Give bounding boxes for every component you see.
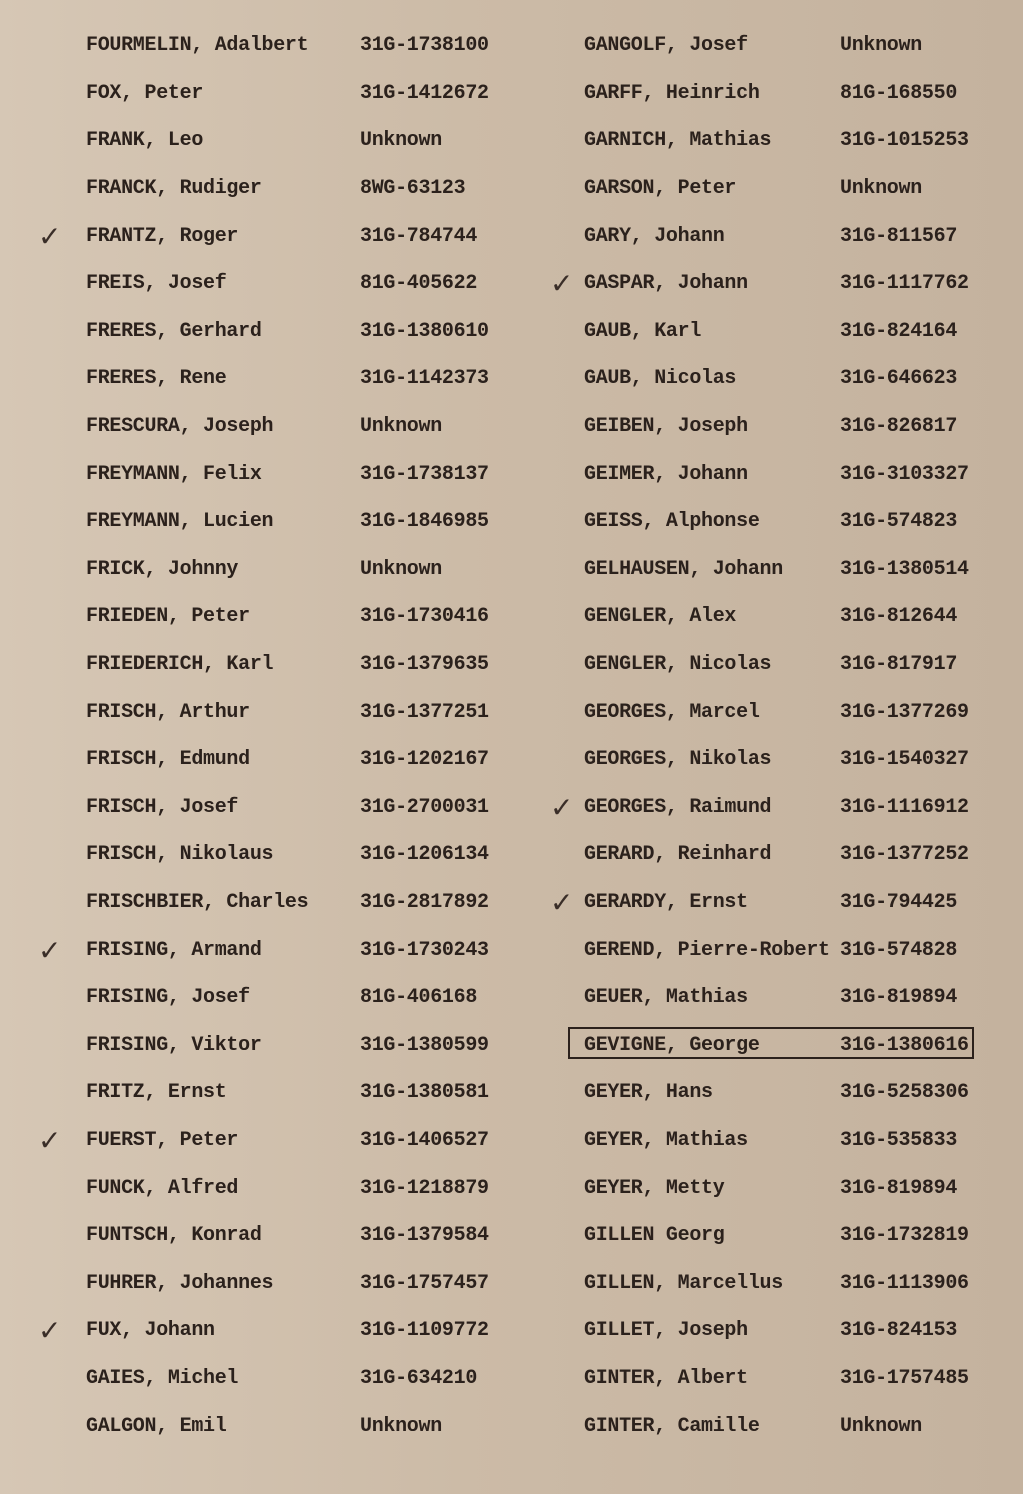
- serial-number: 31G-1380581: [360, 1081, 489, 1105]
- person-name: GINTER, Albert: [584, 1366, 748, 1390]
- person-name: FREIS, Josef: [86, 272, 227, 296]
- serial-number: Unknown: [360, 557, 442, 581]
- serial-number: 31G-5258306: [840, 1081, 969, 1105]
- serial-number: 31G-1540327: [840, 748, 969, 772]
- person-name: GAIES, Michel: [86, 1366, 239, 1390]
- person-name: GAUB, Karl: [584, 319, 702, 343]
- serial-number: 31G-1218879: [360, 1176, 489, 1200]
- list-item: [40, 879, 540, 927]
- person-name: FOX, Peter: [86, 81, 204, 105]
- serial-number: 31G-784744: [360, 224, 478, 248]
- serial-number: 31G-1757457: [360, 1271, 489, 1295]
- person-name: FREYMANN, Felix: [86, 462, 262, 486]
- list-item: [548, 688, 1018, 736]
- serial-number: 31G-812644: [840, 605, 958, 629]
- list-item: [548, 641, 1018, 689]
- list-item: [548, 1164, 1018, 1212]
- list-item: [548, 260, 1018, 308]
- list-item: [548, 498, 1018, 546]
- list-item: [40, 498, 540, 546]
- person-name: GEREND, Pierre-Robert: [584, 938, 830, 962]
- serial-number: 31G-1206134: [360, 843, 489, 867]
- serial-number: 31G-1113906: [840, 1271, 969, 1295]
- serial-number: 31G-1015253: [840, 129, 969, 153]
- list-item: [548, 308, 1018, 356]
- person-name: FRANK, Leo: [86, 129, 204, 153]
- serial-number: 31G-1109772: [360, 1319, 489, 1343]
- person-name: GAUB, Nicolas: [584, 367, 737, 391]
- person-name: FRISING, Josef: [86, 986, 250, 1010]
- person-name: FRISCH, Arthur: [86, 700, 250, 724]
- list-item: [548, 546, 1018, 594]
- person-name: GEVIGNE, George: [584, 1033, 760, 1057]
- list-item: [548, 593, 1018, 641]
- serial-number: Unknown: [840, 1414, 922, 1438]
- list-item: [40, 450, 540, 498]
- person-name: FRANTZ, Roger: [86, 224, 239, 248]
- serial-number: 31G-1406527: [360, 1128, 489, 1152]
- list-item: [548, 1355, 1018, 1403]
- list-item: [548, 926, 1018, 974]
- serial-number: 31G-824153: [840, 1319, 958, 1343]
- list-item: [40, 831, 540, 879]
- person-name: FRISCH, Josef: [86, 795, 239, 819]
- person-name: GEYER, Metty: [584, 1176, 725, 1200]
- person-name: FRISCH, Nikolaus: [86, 843, 274, 867]
- check-mark-icon: ✓: [38, 1314, 62, 1348]
- list-item: [40, 1307, 540, 1355]
- serial-number: 31G-826817: [840, 415, 958, 439]
- list-item: [548, 1402, 1018, 1450]
- serial-number: 31G-1730416: [360, 605, 489, 629]
- list-item: [40, 260, 540, 308]
- list-item: [40, 736, 540, 784]
- person-name: FRISING, Viktor: [86, 1033, 262, 1057]
- serial-number: 31G-574828: [840, 938, 958, 962]
- person-name: FUNCK, Alfred: [86, 1176, 239, 1200]
- serial-number: 31G-1202167: [360, 748, 489, 772]
- person-name: GEUER, Mathias: [584, 986, 748, 1010]
- serial-number: 31G-2700031: [360, 795, 489, 819]
- person-name: FRESCURA, Joseph: [86, 415, 274, 439]
- serial-number: 31G-1379635: [360, 653, 489, 677]
- person-name: GEYER, Hans: [584, 1081, 713, 1105]
- left-column: [40, 22, 540, 1450]
- serial-number: 31G-811567: [840, 224, 958, 248]
- person-name: GANGOLF, Josef: [584, 34, 748, 58]
- person-name: FUERST, Peter: [86, 1128, 239, 1152]
- list-item: [548, 974, 1018, 1022]
- check-mark-icon: ✓: [550, 790, 574, 824]
- person-name: GINTER, Camille: [584, 1414, 760, 1438]
- serial-number: 31G-1380616: [840, 1033, 969, 1057]
- serial-number: 31G-1380599: [360, 1033, 489, 1057]
- list-item: [40, 1212, 540, 1260]
- list-item: [548, 403, 1018, 451]
- serial-number: Unknown: [360, 1414, 442, 1438]
- serial-number: Unknown: [840, 177, 922, 201]
- check-mark-icon: ✓: [38, 1123, 62, 1157]
- serial-number: 31G-1142373: [360, 367, 489, 391]
- list-item: [40, 1117, 540, 1165]
- list-item: [40, 1259, 540, 1307]
- list-item: [548, 1069, 1018, 1117]
- list-item: [548, 22, 1018, 70]
- serial-number: 31G-824164: [840, 319, 958, 343]
- list-item: [548, 450, 1018, 498]
- person-name: FRERES, Gerhard: [86, 319, 262, 343]
- list-item: [548, 831, 1018, 879]
- list-item: [40, 1164, 540, 1212]
- list-item: [548, 736, 1018, 784]
- serial-number: 31G-1846985: [360, 510, 489, 534]
- person-name: FRANCK, Rudiger: [86, 177, 262, 201]
- person-name: FUX, Johann: [86, 1319, 215, 1343]
- person-name: FOURMELIN, Adalbert: [86, 34, 309, 58]
- serial-number: 31G-2817892: [360, 890, 489, 914]
- list-item: [40, 212, 540, 260]
- serial-number: 31G-1412672: [360, 81, 489, 105]
- list-item: [40, 165, 540, 213]
- list-item: [40, 926, 540, 974]
- person-name: FRISING, Armand: [86, 938, 262, 962]
- serial-number: 81G-406168: [360, 986, 478, 1010]
- list-item: [548, 117, 1018, 165]
- serial-number: 31G-794425: [840, 890, 958, 914]
- serial-number: 8WG-63123: [360, 177, 466, 201]
- list-item: [548, 1259, 1018, 1307]
- list-item: [40, 308, 540, 356]
- serial-number: 81G-405622: [360, 272, 478, 296]
- person-name: FRITZ, Ernst: [86, 1081, 227, 1105]
- person-name: GEORGES, Marcel: [584, 700, 760, 724]
- person-name: GARNICH, Mathias: [584, 129, 772, 153]
- person-name: GEYER, Mathias: [584, 1128, 748, 1152]
- list-item: [40, 22, 540, 70]
- serial-number: Unknown: [360, 129, 442, 153]
- serial-number: 31G-1380514: [840, 557, 969, 581]
- person-name: FRISCHBIER, Charles: [86, 890, 309, 914]
- list-item: [40, 403, 540, 451]
- serial-number: 31G-1117762: [840, 272, 969, 296]
- serial-number: 31G-1116912: [840, 795, 969, 819]
- person-name: GEORGES, Raimund: [584, 795, 772, 819]
- list-item: [40, 974, 540, 1022]
- list-item: [548, 165, 1018, 213]
- serial-number: 31G-634210: [360, 1366, 478, 1390]
- person-name: FREYMANN, Lucien: [86, 510, 274, 534]
- person-name: GEIBEN, Joseph: [584, 415, 748, 439]
- list-item: [548, 1212, 1018, 1260]
- person-name: FRIEDERICH, Karl: [86, 653, 274, 677]
- serial-number: 31G-1377252: [840, 843, 969, 867]
- serial-number: 31G-817917: [840, 653, 958, 677]
- serial-number: 31G-1738137: [360, 462, 489, 486]
- person-name: GALGON, Emil: [86, 1414, 227, 1438]
- serial-number: Unknown: [360, 415, 442, 439]
- list-item: [40, 688, 540, 736]
- list-item: [40, 1355, 540, 1403]
- right-column: [548, 22, 1018, 1450]
- person-name: GENGLER, Alex: [584, 605, 737, 629]
- list-item: [40, 784, 540, 832]
- list-item: [40, 1069, 540, 1117]
- person-name: FRIEDEN, Peter: [86, 605, 250, 629]
- person-name: FRISCH, Edmund: [86, 748, 250, 772]
- list-item: [548, 70, 1018, 118]
- check-mark-icon: ✓: [550, 267, 574, 301]
- serial-number: 31G-1377269: [840, 700, 969, 724]
- check-mark-icon: ✓: [550, 885, 574, 919]
- serial-number: Unknown: [840, 34, 922, 58]
- serial-number: 31G-819894: [840, 986, 958, 1010]
- serial-number: 31G-1377251: [360, 700, 489, 724]
- person-name: GEISS, Alphonse: [584, 510, 760, 534]
- serial-number: 31G-1380610: [360, 319, 489, 343]
- person-name: GILLEN Georg: [584, 1224, 725, 1248]
- person-name: FUNTSCH, Konrad: [86, 1224, 262, 1248]
- person-name: GARFF, Heinrich: [584, 81, 760, 105]
- serial-number: 31G-1738100: [360, 34, 489, 58]
- list-item: [40, 355, 540, 403]
- person-name: FUHRER, Johannes: [86, 1271, 274, 1295]
- list-item: [40, 70, 540, 118]
- serial-number: 81G-168550: [840, 81, 958, 105]
- check-mark-icon: ✓: [38, 219, 62, 253]
- list-item: [40, 593, 540, 641]
- person-name: GELHAUSEN, Johann: [584, 557, 783, 581]
- list-item: [548, 212, 1018, 260]
- serial-number: 31G-1757485: [840, 1366, 969, 1390]
- person-name: GILLET, Joseph: [584, 1319, 748, 1343]
- list-item: [548, 784, 1018, 832]
- serial-number: 31G-574823: [840, 510, 958, 534]
- person-name: GILLEN, Marcellus: [584, 1271, 783, 1295]
- list-item: [40, 117, 540, 165]
- serial-number: 31G-1732819: [840, 1224, 969, 1248]
- list-item: [548, 1021, 1018, 1069]
- check-mark-icon: ✓: [38, 933, 62, 967]
- person-name: GEIMER, Johann: [584, 462, 748, 486]
- list-item: [548, 1117, 1018, 1165]
- person-name: GERARDY, Ernst: [584, 890, 748, 914]
- serial-number: 31G-1379584: [360, 1224, 489, 1248]
- serial-number: 31G-1730243: [360, 938, 489, 962]
- person-name: GARSON, Peter: [584, 177, 737, 201]
- person-name: GASPAR, Johann: [584, 272, 748, 296]
- person-name: GENGLER, Nicolas: [584, 653, 772, 677]
- serial-number: 31G-3103327: [840, 462, 969, 486]
- person-name: GERARD, Reinhard: [584, 843, 772, 867]
- person-name: FRERES, Rene: [86, 367, 227, 391]
- serial-number: 31G-646623: [840, 367, 958, 391]
- person-name: FRICK, Johnny: [86, 557, 239, 581]
- list-item: [548, 355, 1018, 403]
- serial-number: 31G-819894: [840, 1176, 958, 1200]
- list-item: [40, 546, 540, 594]
- person-name: GEORGES, Nikolas: [584, 748, 772, 772]
- list-item: [548, 879, 1018, 927]
- list-item: [548, 1307, 1018, 1355]
- serial-number: 31G-535833: [840, 1128, 958, 1152]
- list-item: [40, 1402, 540, 1450]
- list-item: [40, 641, 540, 689]
- list-item: [40, 1021, 540, 1069]
- person-name: GARY, Johann: [584, 224, 725, 248]
